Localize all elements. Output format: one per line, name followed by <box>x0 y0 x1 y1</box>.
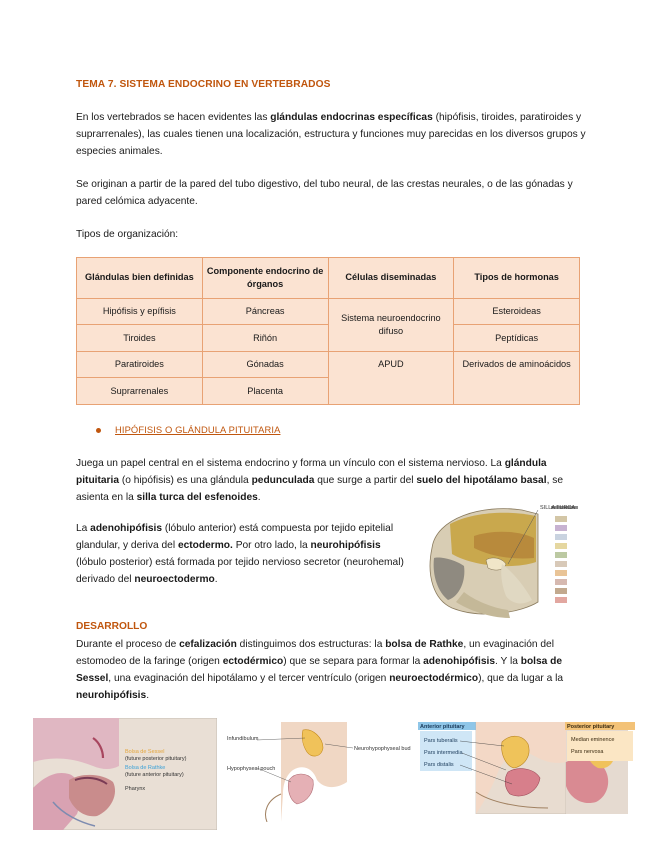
table-header: Glándulas bien definidas <box>77 258 203 299</box>
legend-swatch <box>555 570 567 576</box>
legend-swatch <box>555 534 567 540</box>
fig-label: Infundibulum <box>227 736 259 742</box>
fig-label: Hypophyseal pouch <box>227 766 276 772</box>
skull-label: SILLA TURCA <box>540 505 576 511</box>
fig-label: Pars nervosa <box>571 749 604 755</box>
origin-paragraph: Se originan a partir de la pared del tubo digestivo, del tubo neural, de las crestas neurales, o de las gónadas y pared celómica adyacente. <box>76 179 573 207</box>
table-header: Componente endocrino de órganos <box>202 258 328 299</box>
table-cell: Paratiroides <box>77 351 203 378</box>
table-cell: Gónadas <box>202 351 328 378</box>
fig-label: Bolsa de Rathke <box>125 765 166 771</box>
table-cell: Sistema neuroendocrino difuso <box>328 298 454 351</box>
fig-label: Bolsa de Sessel <box>125 749 165 755</box>
development-paragraph: Durante el proceso de cefalización distinguimos dos estructuras: la bolsa de Rathke, un evaginación del estomodeo de la faringe (origen ectodérmico) que se separa para formar la adenohipófisis. Y la bolsa de Sessel, una evaginación del hipotálamo y el tercer ventrículo (origen neuroectodérmico), que da lugar a la neurohipófisis. <box>76 639 564 701</box>
legend-swatch <box>555 588 567 594</box>
table-header: Tipos de hormonas <box>454 258 580 299</box>
organization-table <box>76 257 580 405</box>
table-cell: Placenta <box>202 378 328 405</box>
fig-label: Pars intermedia <box>424 750 463 756</box>
development-figure-1 <box>33 718 217 830</box>
table-cell: Tiroides <box>77 325 203 352</box>
fig-label: Pharynx <box>125 786 146 792</box>
fig-label: Median eminence <box>571 737 615 743</box>
table-header: Células diseminadas <box>328 258 454 299</box>
legend-swatch <box>555 579 567 585</box>
table-cell: APUD <box>328 351 454 404</box>
organization-label: Tipos de organización: <box>76 229 179 240</box>
intro-paragraph: En los vertebrados se hacen evidentes las glándulas endocrinas específicas (hipófisis, tiroides, paratiroides y suprarrenales), las cuales tienen una localización, estructura y funciones muy parecidas en los diversos grupos y especies animales. <box>76 112 586 157</box>
legend-swatch <box>555 543 567 549</box>
bullet-dot-icon <box>96 428 101 433</box>
fig-label: Pars distalis <box>424 762 454 768</box>
skull-illustration <box>412 500 582 622</box>
label-bg <box>567 731 633 761</box>
legend-swatch <box>555 525 567 531</box>
table-cell: Derivados de aminoácidos <box>454 351 580 404</box>
fig-label: Posterior pituitary <box>567 724 615 730</box>
table-cell: Páncreas <box>202 298 328 325</box>
fig-label: Pars tuberalis <box>424 738 458 744</box>
table-cell: Riñón <box>202 325 328 352</box>
table-cell: Peptídicas <box>454 325 580 352</box>
development-heading: DESARROLLO <box>76 621 148 632</box>
pituitary-paragraph: Juega un papel central en el sistema endocrino y forma un vínculo con el sistema nervioso. La glándula pituitaria (o hipófisis) es una glándula pedunculada que surge a partir del suelo del hipotálamo basal, se asienta en la silla turca del esfenoides. <box>76 458 563 503</box>
fig-label: (future posterior pituitary) <box>125 756 187 762</box>
table-cell: Suprarrenales <box>77 378 203 405</box>
development-figure-2 <box>227 722 411 822</box>
table-cell: Hipófisis y epífisis <box>77 298 203 325</box>
table-cell: Esteroideas <box>454 298 580 325</box>
development-figure-4 <box>565 722 635 782</box>
legend-swatch <box>555 597 567 603</box>
fig-label: (future anterior pituitary) <box>125 772 184 778</box>
fig-label: Anterior pituitary <box>420 724 465 730</box>
page-title: TEMA 7. SISTEMA ENDOCRINO EN VERTEBRADOS <box>76 79 331 90</box>
legend-swatch <box>555 516 567 522</box>
legend-swatch <box>555 552 567 558</box>
legend-swatch <box>555 561 567 567</box>
fig-label: Neurohypophyseal bud <box>354 746 411 752</box>
lobes-paragraph: La adenohipófisis (lóbulo anterior) está compuesta por tejido epitelial glandular, y deriva del ectodermo. Por otro lado, la neurohipófisis (lóbulo posterior) está formada por tejido nervioso secretor (neurohemal) derivado del neuroectodermo. <box>76 523 404 585</box>
section-bullet: HIPÓFISIS O GLÁNDULA PITUITARIA <box>96 424 280 435</box>
